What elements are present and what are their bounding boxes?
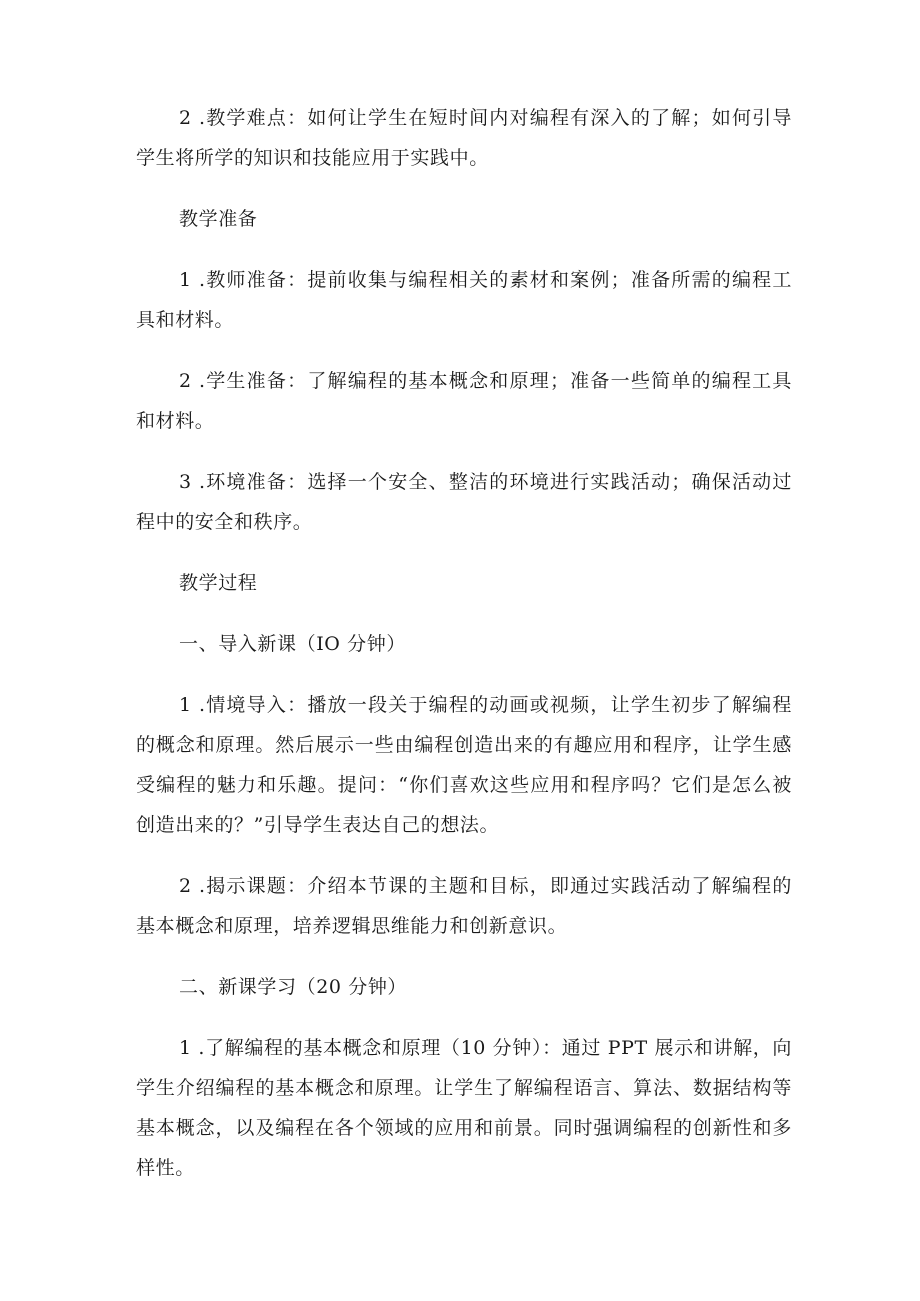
paragraph-teacher-preparation: 1 .教师准备：提前收集与编程相关的素材和案例；准备所需的编程工具和材料。 (136, 269, 792, 331)
heading-teaching-process: 教学过程 (179, 572, 258, 594)
paragraph-reveal-topic: 2 .揭示课题：介绍本节课的主题和目标，即通过实践活动了解编程的基本概念和原理，培养逻辑思维能力和创新意识。 (136, 875, 792, 937)
paragraph-environment-preparation: 3 .环境准备：选择一个安全、整洁的环境进行实践活动；确保活动过程中的安全和秩序。 (136, 471, 792, 533)
paragraph-basic-concepts: 1 .了解编程的基本概念和原理（10 分钟）：通过 PPT 展示和讲解，向学生介绍编程的基本概念和原理。让学生了解编程语言、算法、数据结构等基本概念，以及编程在各个领域的应用和前景。同时强调编程的创新性和多样性。 (136, 1037, 792, 1179)
heading-introduction: 一、导入新课（IO 分钟） (179, 633, 406, 655)
paragraph-teaching-difficulty: 2 .教学难点：如何让学生在短时间内对编程有深入的了解；如何引导学生将所学的知识和技能应用于实践中。 (136, 107, 792, 169)
paragraph-student-preparation: 2 .学生准备：了解编程的基本概念和原理；准备一些简单的编程工具和材料。 (136, 370, 792, 432)
paragraph-situation-intro: 1 .情境导入：播放一段关于编程的动画或视频，让学生初步了解编程的概念和原理。然后展示一些由编程创造出来的有趣应用和程序，让学生感受编程的魅力和乐趣。提问：“你们喜欢这些应用和程序吗？它们是怎么被创造出来的？”引导学生表达自己的想法。 (136, 694, 792, 836)
document-body (136, 98, 792, 1209)
heading-new-lesson: 二、新课学习（20 分钟） (179, 976, 408, 998)
heading-teaching-preparation: 教学准备 (179, 208, 258, 230)
